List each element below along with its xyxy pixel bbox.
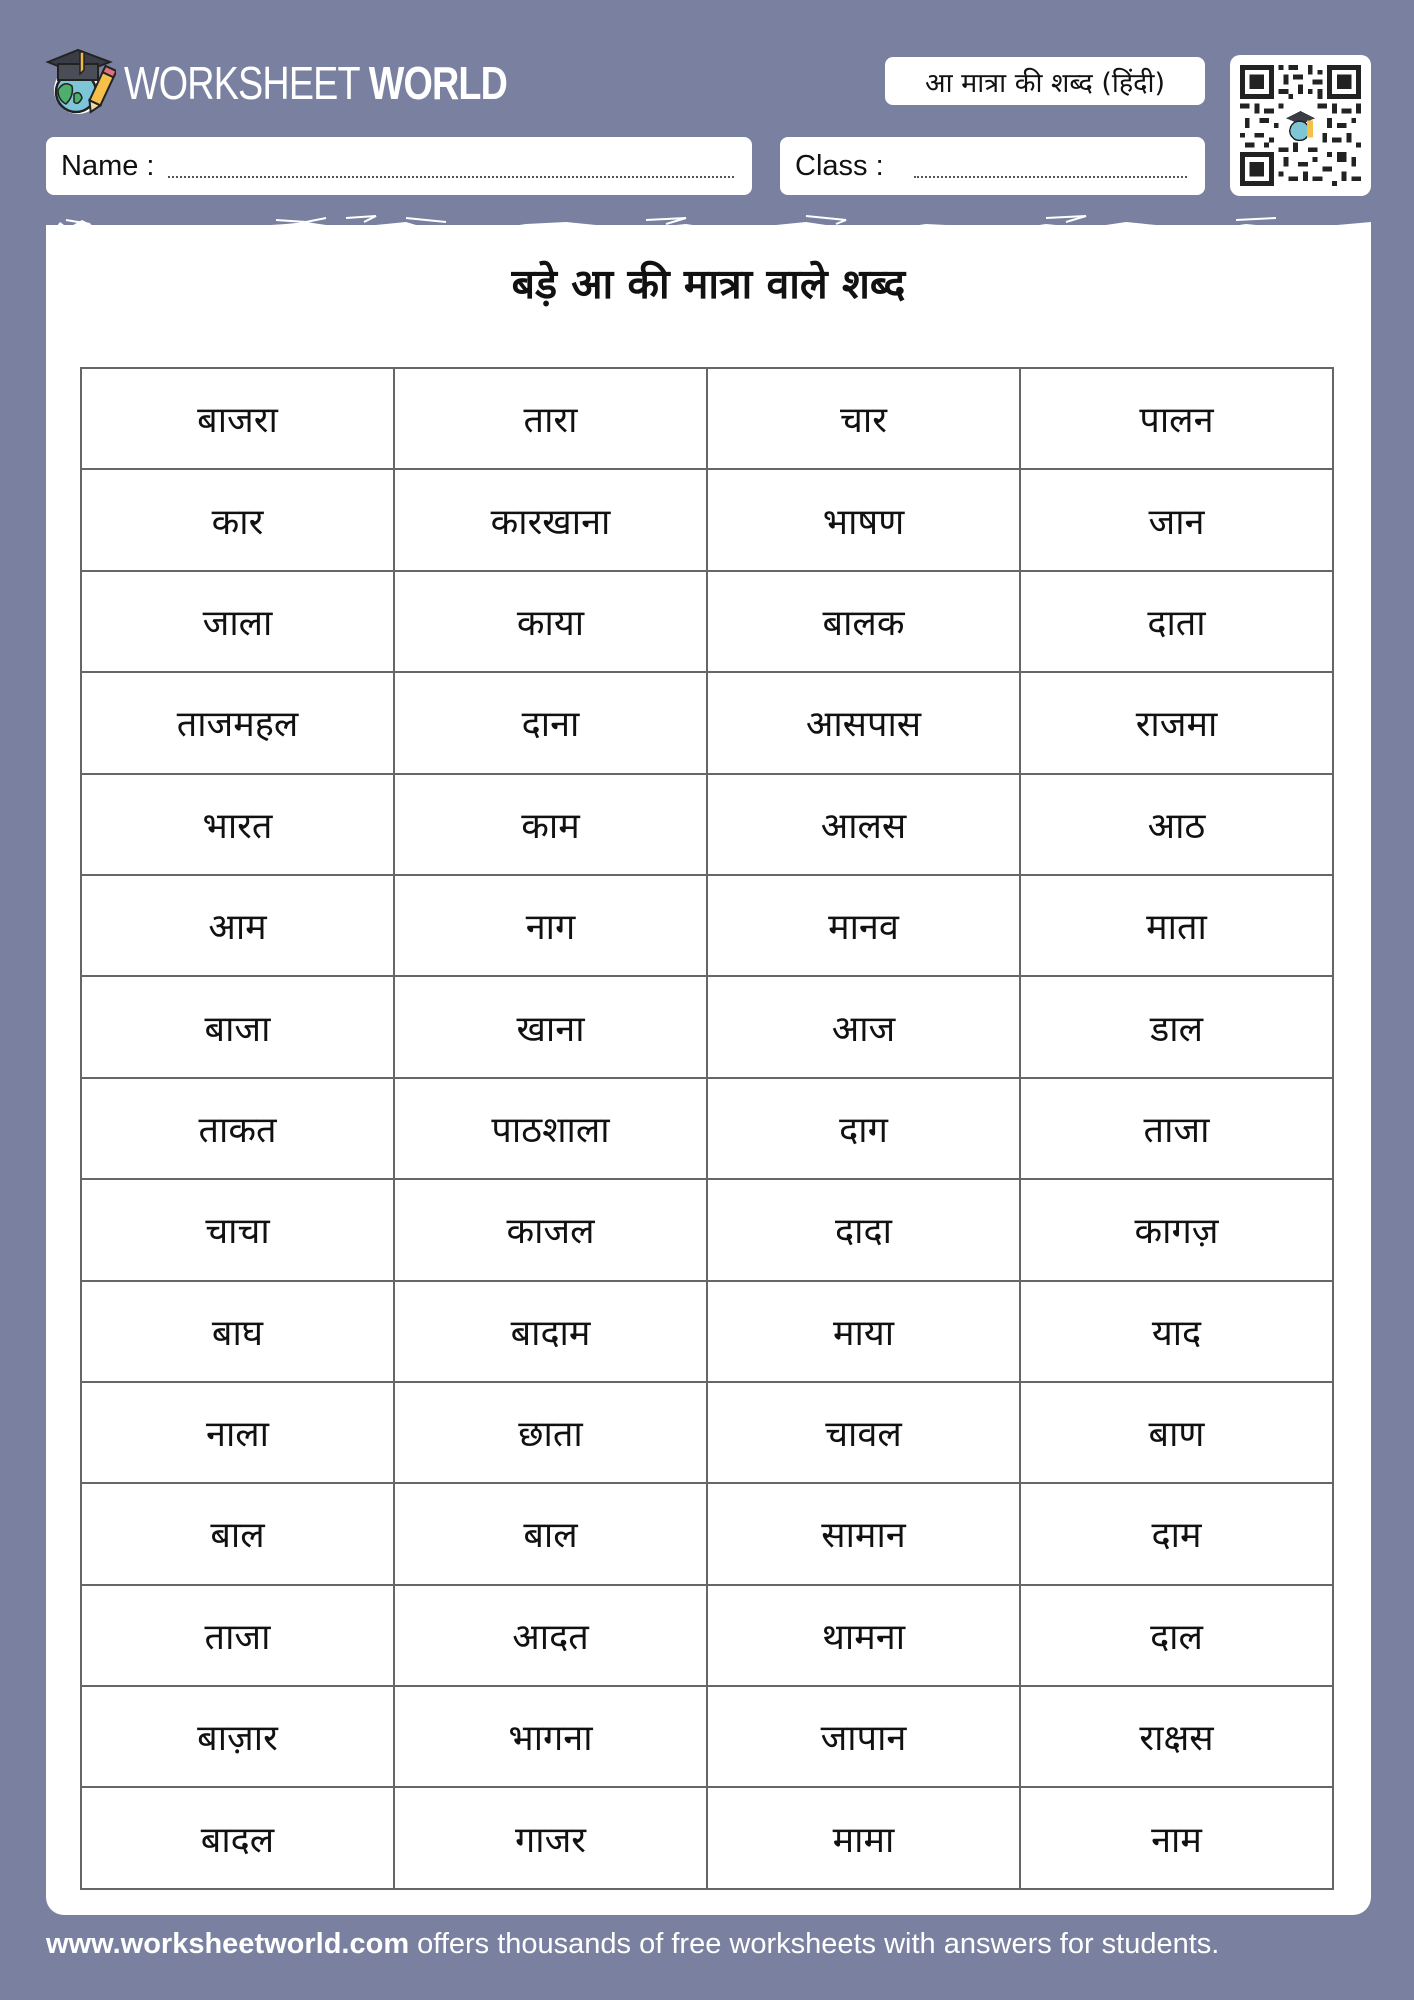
word-cell: जान: [1020, 469, 1333, 570]
table-row: [81, 1078, 1333, 1179]
word-cell: बालक: [707, 571, 1020, 672]
qr-code-icon: [1230, 55, 1371, 196]
table-row: [81, 368, 1333, 469]
word-cell: मानव: [707, 875, 1020, 976]
name-input-line[interactable]: [168, 176, 734, 178]
footer-tagline: offers thousands of free worksheets with answers for students.: [409, 1928, 1220, 1960]
brand-logo-icon: [44, 40, 116, 118]
word-cell: बादाम: [394, 1281, 707, 1382]
table-row: [81, 1179, 1333, 1280]
brand-name-bold: WORLD: [368, 57, 508, 109]
word-cell: दाना: [394, 672, 707, 773]
word-cell: थामना: [707, 1585, 1020, 1686]
word-cell: जापान: [707, 1686, 1020, 1787]
worksheet-card: [46, 225, 1371, 1915]
word-cell: बाण: [1020, 1382, 1333, 1483]
word-cell: माता: [1020, 875, 1333, 976]
table-row: [81, 875, 1333, 976]
word-cell: बाजा: [81, 976, 394, 1077]
word-cell: ताजमहल: [81, 672, 394, 773]
word-cell: भारत: [81, 774, 394, 875]
word-cell: आसपास: [707, 672, 1020, 773]
word-cell: चार: [707, 368, 1020, 469]
word-cell: चाचा: [81, 1179, 394, 1280]
word-cell: मामा: [707, 1787, 1020, 1888]
word-cell: नाग: [394, 875, 707, 976]
table-row: [81, 469, 1333, 570]
topic-label: आ मात्रा की शब्द (हिंदी): [885, 57, 1205, 105]
table-row: [81, 1281, 1333, 1382]
worksheet-heading: बड़े आ की मात्रा वाले शब्द: [511, 260, 906, 308]
word-cell: चावल: [707, 1382, 1020, 1483]
word-cell: याद: [1020, 1281, 1333, 1382]
word-cell: ताजा: [1020, 1078, 1333, 1179]
table-row: [81, 774, 1333, 875]
word-cell: बाजरा: [81, 368, 394, 469]
table-row: [81, 1483, 1333, 1584]
word-cell: दाग: [707, 1078, 1020, 1179]
word-cell: ताजा: [81, 1585, 394, 1686]
word-cell: बादल: [81, 1787, 394, 1888]
class-field[interactable]: [780, 137, 1205, 195]
word-cell: बाल: [81, 1483, 394, 1584]
class-input-line[interactable]: [914, 176, 1187, 178]
word-cell: आलस: [707, 774, 1020, 875]
word-cell: दाता: [1020, 571, 1333, 672]
word-cell: काया: [394, 571, 707, 672]
word-cell: आम: [81, 875, 394, 976]
word-cell: जाला: [81, 571, 394, 672]
word-cell: राजमा: [1020, 672, 1333, 773]
word-cell: डाल: [1020, 976, 1333, 1077]
word-cell: माया: [707, 1281, 1020, 1382]
word-cell: पाठशाला: [394, 1078, 707, 1179]
brand-name-light: WORKSHEET: [124, 57, 360, 109]
name-label: Name :: [61, 149, 155, 182]
word-cell: नाला: [81, 1382, 394, 1483]
word-cell: सामान: [707, 1483, 1020, 1584]
word-cell: भागना: [394, 1686, 707, 1787]
table-row: [81, 1585, 1333, 1686]
table-row: [81, 1787, 1333, 1888]
footer-site-link[interactable]: www.worksheetworld.com: [46, 1928, 410, 1960]
word-cell: कारखाना: [394, 469, 707, 570]
word-cell: दादा: [707, 1179, 1020, 1280]
word-cell: नाम: [1020, 1787, 1333, 1888]
word-cell: दाम: [1020, 1483, 1333, 1584]
word-cell: कार: [81, 469, 394, 570]
footer-text: [46, 1928, 1219, 1961]
word-cell: तारा: [394, 368, 707, 469]
word-cell: काम: [394, 774, 707, 875]
word-cell: छाता: [394, 1382, 707, 1483]
table-row: [81, 1686, 1333, 1787]
table-row: [81, 976, 1333, 1077]
word-cell: भाषण: [707, 469, 1020, 570]
torn-paper-edge: [46, 212, 1371, 242]
class-label: Class :: [795, 149, 884, 182]
word-cell: ताकत: [81, 1078, 394, 1179]
brand-name: [124, 58, 507, 108]
word-cell: काजल: [394, 1179, 707, 1280]
table-row: [81, 672, 1333, 773]
word-cell: राक्षस: [1020, 1686, 1333, 1787]
word-cell: आठ: [1020, 774, 1333, 875]
word-cell: खाना: [394, 976, 707, 1077]
word-cell: कागज़: [1020, 1179, 1333, 1280]
word-cell: दाल: [1020, 1585, 1333, 1686]
word-cell: पालन: [1020, 368, 1333, 469]
word-table: [80, 367, 1334, 1890]
word-cell: बाज़ार: [81, 1686, 394, 1787]
word-cell: बाल: [394, 1483, 707, 1584]
table-row: [81, 1382, 1333, 1483]
table-row: [81, 571, 1333, 672]
word-cell: गाजर: [394, 1787, 707, 1888]
name-field[interactable]: [46, 137, 752, 195]
word-cell: आज: [707, 976, 1020, 1077]
word-cell: आदत: [394, 1585, 707, 1686]
word-cell: बाघ: [81, 1281, 394, 1382]
